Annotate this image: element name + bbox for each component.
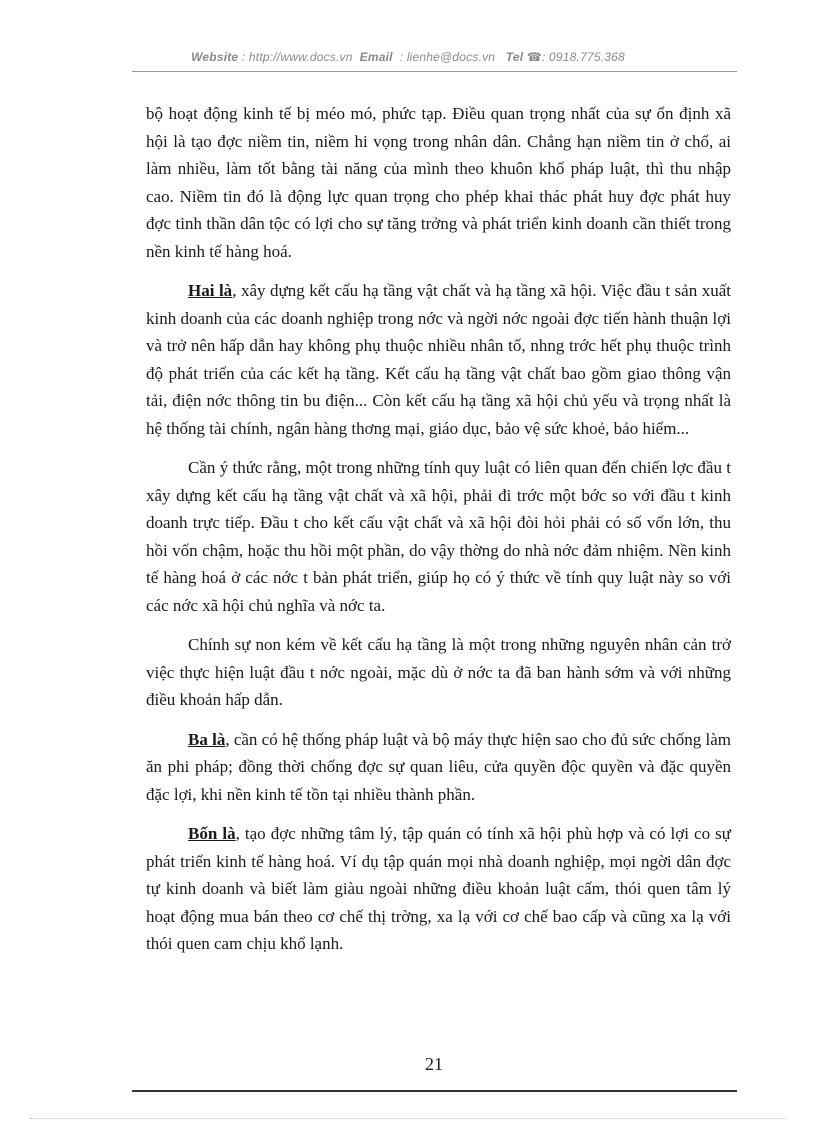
website-label: Website bbox=[191, 50, 239, 64]
paragraph-ba-la-text: , cần có hệ thống pháp luật và bộ máy thực hiện sao cho đủ sức chống làm ăn phi pháp; đồng thời chống đợc sự quan liêu, cửa quyền độc quyền và đặc quyền đặc lợi, khi nền kinh tế tồn tại nhiều thành phần. bbox=[146, 729, 731, 804]
lead-ba-la: Ba là bbox=[188, 729, 226, 749]
paragraph-infrastructure-principle: Cần ý thức rằng, một trong những tính quy luật có liên quan đến chiến lợc đầu t xây dựng kết cấu hạ tầng vật chất và xã hội, phải đi trớc một bớc so với đầu t kinh doanh trực tiếp. Đầu t cho kết cấu vật chất và xã hội đòi hỏi phải có số vốn lớn, thu hồi vốn chậm, hoặc thu hồi một phần, do vậy thờng do nhà nớc đảm nhiệm. Nền kinh tế hàng hoá ở các nớc t bản phát triển, giúp họ có ý thức về tính quy luật này so với các nớc xã hội chủ nghĩa và nớc ta. bbox=[146, 458, 731, 615]
tel-label: Tel bbox=[505, 50, 524, 64]
paragraph-infrastructure-weakness: Chính sự non kém về kết cấu hạ tầng là một trong những nguyên nhân cản trở việc thực hiện luật đầu t nớc ngoài, mặc dù ở nớc ta đã ban hành sớm và với những điều khoản hấp dẫn. bbox=[146, 635, 731, 709]
page-number: 21 bbox=[425, 1054, 443, 1074]
website-value: : http://www.docs.vn bbox=[241, 50, 353, 64]
tel-value: ☎: 0918.775.368 bbox=[526, 50, 625, 64]
paragraph-hai-la-text: , xây dựng kết cấu hạ tầng vật chất và hạ tầng xã hội. Việc đầu t sản xuất kinh doanh của các doanh nghiệp trong nớc và ngời nớc ngoài đợc tiến hành thuận lợi và trở nên hấp dẫn hay không phụ thuộc nhiều nhân tố, nhng trớc hết phụ thuộc trình độ phát triển của các kết hạ tầng. Kết cấu hạ tầng vật chất bao gồm giao thông vận tải, điện nớc thông tin bu điện... Còn kết cấu hạ tầng xã hội chủ yếu và trọng nhất là hệ thống tài chính, ngân hàng thơng mại, giáo dục, bảo vệ sức khoẻ, bảo hiểm... bbox=[146, 281, 731, 438]
page-bottom-border bbox=[30, 1118, 786, 1119]
paragraph-ba-la bbox=[146, 726, 731, 809]
email-value: : lienhe@docs.vn bbox=[399, 50, 496, 64]
paragraph-bon-la bbox=[146, 820, 731, 958]
paragraph-bon-la-text: , tạo đợc những tâm lý, tập quán có tính xã hội phù hợp và có lợi co sự phát triển kinh tế hàng hoá. Ví dụ tập quán mọi nhà doanh nghiệp, mọi ngời dân đợc tự kinh doanh và biết làm giàu ngoài những điều khoản luật cấm, thói quen tâm lý hoạt động mua bán theo cơ chế thị trờng, xa lạ với cơ chế bao cấp và cũng xa lạ với thói quen cam chịu khổ lạnh. bbox=[146, 824, 731, 953]
paragraph-continuation: bộ hoạt động kinh tế bị méo mó, phức tạp. Điều quan trọng nhất của sự ổn định xã hội là tạo đợc niềm tin, niềm hi vọng trong nhân dân. Chẳng hạn niềm tin ở chổ, ai làm nhiều, làm tốt bằng tài năng của mình theo khuôn khổ pháp luật, thì thu nhập cao. Niềm tin đó là động lực quan trọng cho phép khai thác phát huy đợc phát huy đợc tinh thần dân tộc có lợi cho sự tăng trởng và phát triển kinh doanh cần thiết trong nền kinh tế hàng hoá. bbox=[146, 104, 731, 261]
footer-divider bbox=[132, 1090, 737, 1092]
paragraph-hai-la bbox=[146, 277, 731, 442]
header-divider bbox=[132, 71, 737, 72]
document-body bbox=[146, 100, 731, 970]
lead-bon-la: Bốn là bbox=[188, 824, 236, 843]
email-label: Email bbox=[359, 50, 393, 64]
page-header bbox=[0, 50, 816, 64]
lead-hai-la: Hai là bbox=[188, 281, 233, 300]
